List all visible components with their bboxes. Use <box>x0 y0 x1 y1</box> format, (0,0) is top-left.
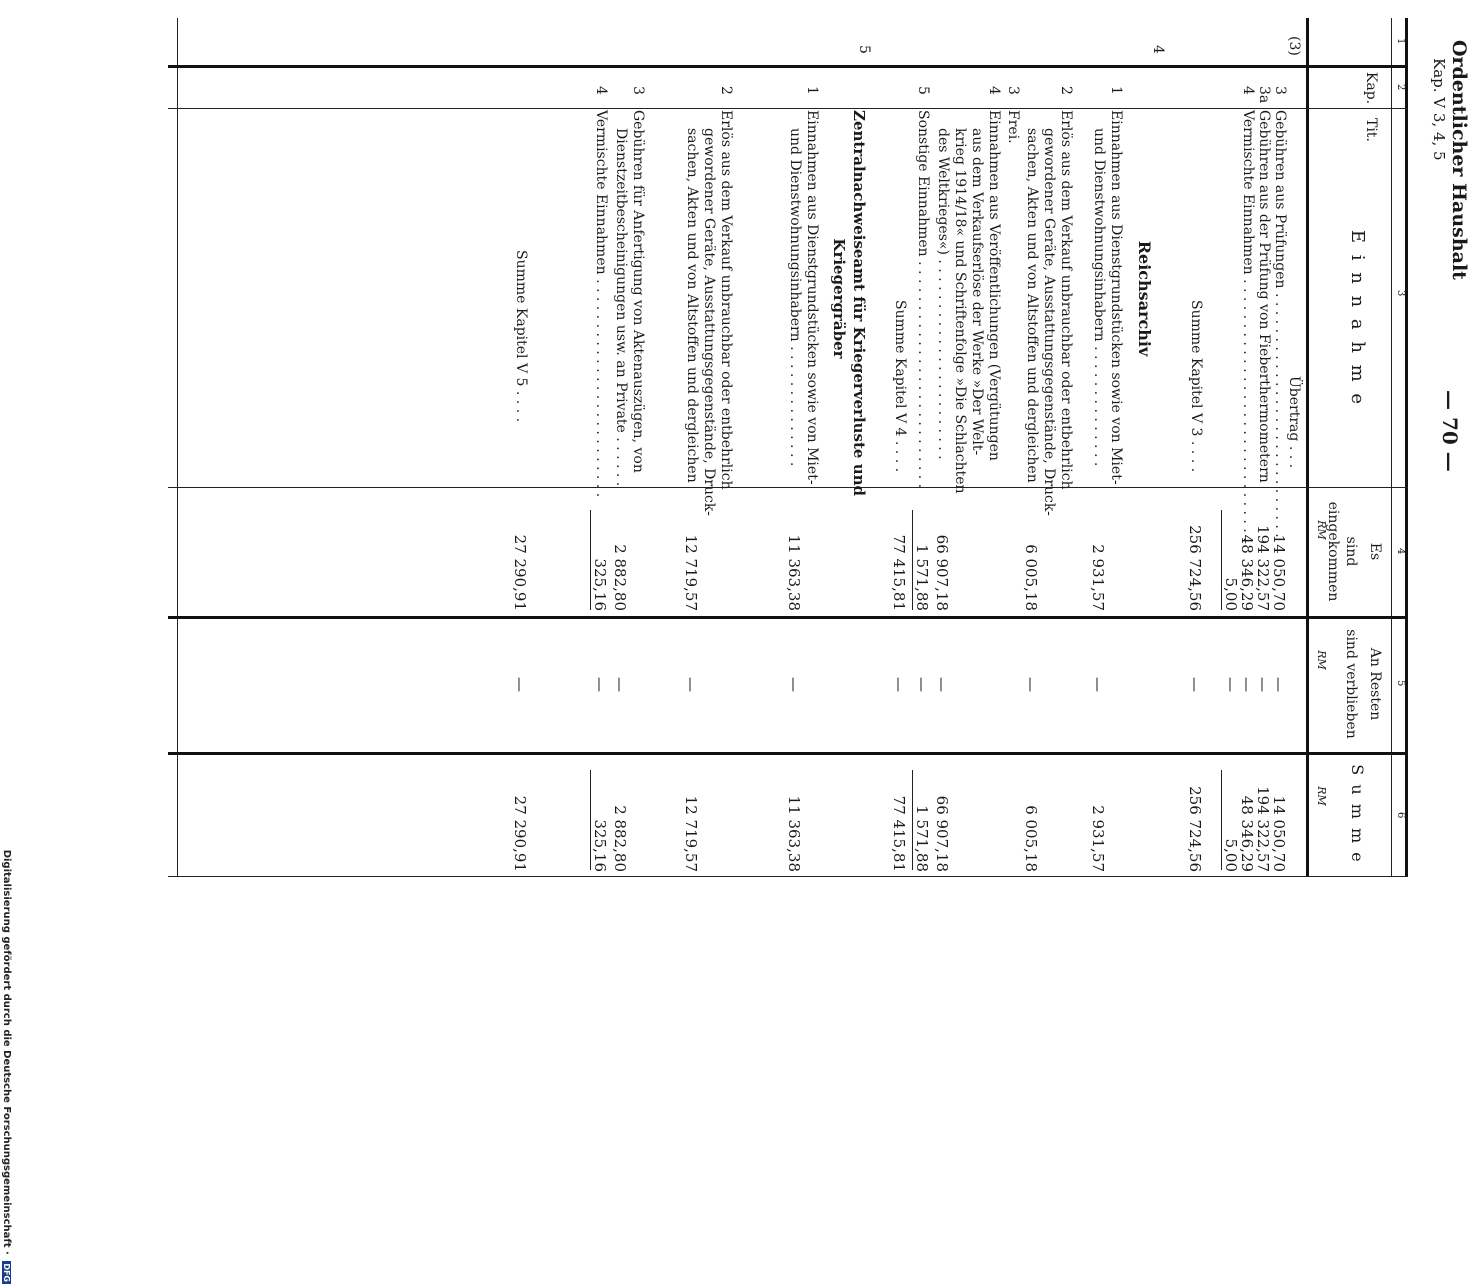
uebertrag-label: Übertrag . . . <box>1286 376 1302 469</box>
reste-cell: — <box>1089 677 1107 692</box>
description-cell: und Dienstwohnungsinhabern . . . . . . . . . . . . . . <box>787 128 803 467</box>
eingekommen-cell: 27 290,91 <box>511 534 529 611</box>
header-unit-eing: RM <box>1315 520 1328 540</box>
tit-cell: 1 <box>1108 86 1124 95</box>
tit-cell: 4 <box>593 86 609 95</box>
tit-cell: 3 <box>1005 86 1021 95</box>
eingekommen-cell: 6 005,18 <box>1022 544 1040 611</box>
reste-cell: — <box>1270 677 1288 692</box>
tit-cell: 2 <box>1058 86 1074 95</box>
header-unit-summe: RM <box>1315 786 1328 806</box>
summe-cell: 77 415,81 <box>890 795 908 872</box>
eingekommen-cell: 77 415,81 <box>890 534 908 611</box>
reste-cell: — <box>1186 677 1204 692</box>
tit-cell: 3 <box>1272 86 1288 95</box>
summe-cell: 325,16 <box>591 819 609 872</box>
description-cell: Frei. <box>1005 110 1021 144</box>
eingekommen-cell: 2 882,80 <box>611 544 629 611</box>
header-einnahme: E i n n a h m e <box>1347 229 1368 408</box>
header-summe: S u m m e <box>1348 764 1367 864</box>
description-cell: Erlös aus dem Verkauf unbrauchbar oder entbehrlich <box>1058 110 1074 490</box>
summe-cell: 14 050,70 <box>1270 795 1288 872</box>
reste-cell: — <box>1238 677 1256 692</box>
credit-text: Digitalisierung gefördert durch die Deutsche Forschungsgemeinschaft <box>1 849 12 1248</box>
description-cell: Vermischte Einnahmen . . . . . . . . . . . . . . . . . . . . . . . . . <box>593 110 609 498</box>
header-eingekommen-2: sind eingekommen <box>1325 501 1359 602</box>
description-cell: und Dienstwohnungsinhabern . . . . . . . . . . . . . . <box>1091 128 1107 467</box>
summe-cell: 194 322,57 <box>1254 786 1272 872</box>
col-number-6: 6 <box>1395 812 1406 819</box>
eingekommen-cell: 66 907,18 <box>933 534 951 611</box>
summe-cell: 12 719,57 <box>682 795 700 872</box>
header-bottom-rule <box>1306 18 1309 876</box>
summary-label: Summe Kapitel V 4 . . . . <box>892 300 908 473</box>
description-cell: Sonstige Einnahmen . . . . . . . . . . . . . . . . . . . . . . . . . . <box>915 110 931 489</box>
sum-rule <box>590 510 591 610</box>
description-cell: gewordener Geräte, Ausstattungsgegenstände, Druck- <box>701 128 717 516</box>
col-number-5: 5 <box>1395 680 1406 687</box>
reste-cell: — <box>1254 677 1272 692</box>
section-heading-reichsarchiv: Reichsarchiv <box>1135 240 1154 357</box>
summe-cell: 1 571,88 <box>913 805 931 872</box>
description-cell: krieg 1914/18« und Schriftenfolge »Die Schlachten <box>952 128 968 494</box>
header-kap: Kap. <box>1363 71 1379 105</box>
reste-cell: — <box>591 677 609 692</box>
reste-cell: — <box>511 677 529 692</box>
sum-rule <box>1221 510 1222 610</box>
sum-rule <box>590 770 591 870</box>
funding-credit: Digitalisierung gefördert durch die Deutsche Forschungsgemeinschaft · DFG <box>1 849 12 1282</box>
description-cell: Gebühren aus Prüfungen . . . . . . . . . . . . . . . . . . . . . . . . . . . . <box>1272 110 1288 538</box>
tit-cell: 2 <box>718 86 734 95</box>
col-number-2: 2 <box>1395 84 1406 91</box>
reste-cell: — <box>611 677 629 692</box>
section-heading-kriegergraeber: Kriegergräber <box>830 238 848 359</box>
summary-label: Summe Kapitel V 5 . . . . <box>513 250 529 423</box>
left-rule-bottom <box>177 18 178 876</box>
tit-cell: 4 <box>986 86 1002 95</box>
sum-rule <box>1221 770 1222 870</box>
description-cell: Vermischte Einnahmen . . . . . . . . . . . . . . . . . . . . . . . . . . . . . . <box>1240 110 1256 542</box>
col-number-4: 4 <box>1395 548 1406 555</box>
eingekommen-cell: 325,16 <box>591 558 609 611</box>
reste-cell: — <box>1022 677 1040 692</box>
description-cell: Einnahmen aus Dienstgrundstücken sowie von Miet- <box>1108 110 1124 485</box>
dfg-logo: DFG <box>2 1263 11 1282</box>
eingekommen-cell: 256 724,56 <box>1186 525 1204 611</box>
summe-cell: 256 724,56 <box>1186 786 1204 872</box>
summe-cell: 5,00 <box>1222 838 1240 872</box>
page-number: — 70 — <box>1438 390 1462 472</box>
kap-4-label: 4 <box>1150 45 1166 54</box>
description-cell: Gebühren aus der Prüfung von Fieberthermometern <box>1256 110 1272 483</box>
kap-3-label: (3) <box>1286 36 1302 56</box>
summary-label: Summe Kapitel V 3 . . . . <box>1188 300 1204 473</box>
description-cell: gewordener Geräte, Ausstattungsgegenstände, Druck- <box>1041 128 1057 516</box>
tit-cell: 3 <box>630 86 646 95</box>
tit-cell: 5 <box>915 86 931 95</box>
description-cell: sachen, Akten und von Altstoffen und dergleichen <box>684 128 700 483</box>
description-cell: Erlös aus dem Verkauf unbrauchbar oder entbehrlich <box>718 110 734 490</box>
section-heading-zentralnachweiseamt: Zentralnachweiseamt für Kriegerverluste und <box>850 110 868 497</box>
eingekommen-cell: 12 719,57 <box>682 534 700 611</box>
description-cell: Dienstzeitbescheinigungen usw. an Private . . . . . . <box>613 128 629 487</box>
reste-cell: — <box>890 677 908 692</box>
eingekommen-cell: 11 363,38 <box>785 534 803 611</box>
column-number-rule <box>1391 18 1392 876</box>
tit-cell: 3a <box>1256 86 1272 104</box>
sum-rule <box>912 510 913 610</box>
eingekommen-cell: 48 346,29 <box>1238 534 1256 611</box>
col-number-3: 3 <box>1395 290 1406 297</box>
column-rule-summe <box>168 876 1408 877</box>
description-cell: sachen, Akten und von Altstoffen und dergleichen <box>1024 128 1040 483</box>
summe-cell: 48 346,29 <box>1238 795 1256 872</box>
tit-cell: 4 <box>1240 86 1256 95</box>
eingekommen-cell: 2 931,57 <box>1089 544 1107 611</box>
sum-rule <box>912 770 913 870</box>
summe-cell: 66 907,18 <box>933 795 951 872</box>
header-unit-rest: RM <box>1315 650 1328 670</box>
description-cell: Einnahmen aus Dienstgrundstücken sowie von Miet- <box>804 110 820 485</box>
eingekommen-cell: 194 322,57 <box>1254 525 1272 611</box>
header-tit: Tit. <box>1363 118 1379 142</box>
summe-cell: 2 931,57 <box>1089 805 1107 872</box>
reste-cell: — <box>785 677 803 692</box>
table-top-rule <box>1405 18 1408 876</box>
kap-5-label: 5 <box>856 45 872 54</box>
reste-cell: — <box>682 677 700 692</box>
header-eingekommen-1: Es <box>1367 542 1383 561</box>
summe-cell: 11 363,38 <box>785 795 803 872</box>
header-reste-1: An Resten <box>1367 647 1383 721</box>
summe-cell: 2 882,80 <box>611 805 629 872</box>
description-cell: des Weltkrieges«) . . . . . . . . . . . . . . . . . . . . . . . <box>935 128 951 460</box>
column-rule-tit <box>168 108 1408 109</box>
eingekommen-cell: 5,00 <box>1222 577 1240 611</box>
scanned-page <box>50 0 1484 950</box>
eingekommen-cell: 14 050,70 <box>1270 534 1288 611</box>
summe-cell: 27 290,91 <box>511 795 529 872</box>
description-cell: aus dem Verkaufserlöse der Werke »Der Welt- <box>969 128 985 456</box>
summe-cell: 6 005,18 <box>1022 805 1040 872</box>
eingekommen-cell: 1 571,88 <box>913 544 931 611</box>
description-cell: Einnahmen aus Veröffentlichungen (Vergütungen <box>986 110 1002 461</box>
header-reste-2: sind verblieben <box>1343 629 1359 739</box>
col-number-1: 1 <box>1395 38 1406 45</box>
page-subtitle: Kap. V 3, 4, 5 <box>1430 58 1448 161</box>
description-cell: Gebühren für Anfertigung von Aktenauszügen, von <box>630 110 646 473</box>
column-rule-kap <box>168 65 1408 68</box>
reste-cell: — <box>933 677 951 692</box>
tit-cell: 1 <box>804 86 820 95</box>
page-title: Ordentlicher Haushalt <box>1448 40 1470 280</box>
reste-cell: — <box>1222 677 1240 692</box>
reste-cell: — <box>913 677 931 692</box>
